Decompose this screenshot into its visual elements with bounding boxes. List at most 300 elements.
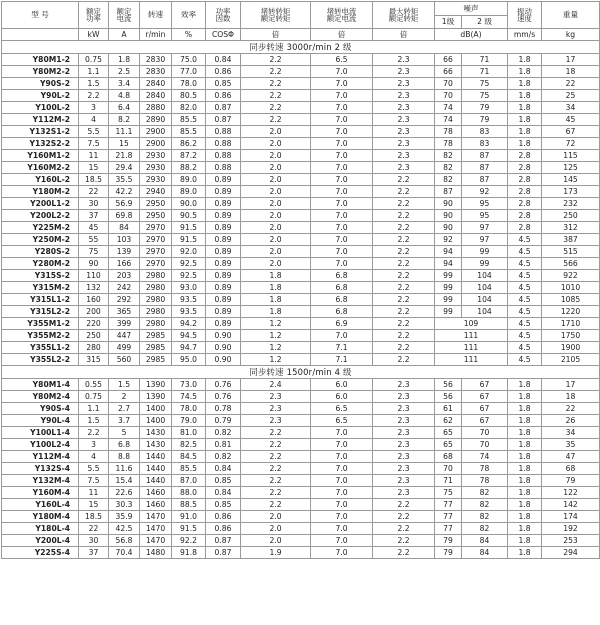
value-cell: 0.87 [206, 547, 241, 559]
value-cell: 2.0 [241, 210, 311, 222]
value-cell: 6.0 [311, 391, 373, 403]
value-cell: 99 [435, 294, 462, 306]
unit-model [2, 29, 79, 41]
value-cell: 70 [435, 78, 462, 90]
model-cell: Y250M-2 [2, 234, 79, 246]
table-row [2, 294, 600, 306]
unit-times-max: 倍 [373, 29, 435, 41]
value-cell: 34 [542, 102, 600, 114]
value-cell: 2985 [140, 330, 172, 342]
value-cell: 2970 [140, 258, 172, 270]
value-cell: 84 [462, 547, 508, 559]
value-cell: 2985 [140, 354, 172, 366]
value-cell: 2.0 [241, 198, 311, 210]
value-cell: 1.8 [508, 499, 542, 511]
value-cell: 2.2 [373, 198, 435, 210]
value-cell: 18.5 [79, 511, 109, 523]
value-cell: 2980 [140, 270, 172, 282]
value-cell: 5 [109, 427, 140, 439]
value-cell: 2840 [140, 78, 172, 90]
value-cell: 2.0 [241, 162, 311, 174]
value-cell: 2.0 [241, 258, 311, 270]
value-cell: 4.5 [508, 282, 542, 294]
value-cell: 75 [435, 487, 462, 499]
value-cell: 1.8 [508, 475, 542, 487]
table-row [2, 210, 600, 222]
value-cell: 7.0 [311, 439, 373, 451]
value-cell: 70.4 [109, 547, 140, 559]
value-cell: 70 [462, 427, 508, 439]
value-cell: 1.8 [508, 451, 542, 463]
value-cell: 0.85 [206, 475, 241, 487]
table-row [2, 451, 600, 463]
value-cell: 90 [79, 258, 109, 270]
value-cell: 2.2 [373, 318, 435, 330]
section-title: 同步转速 3000r/min 2 级 [2, 41, 600, 54]
model-cell: Y90S-2 [2, 78, 79, 90]
model-cell: Y90L-2 [2, 90, 79, 102]
table-row [2, 102, 600, 114]
value-cell: 294 [542, 547, 600, 559]
value-cell: 1.8 [508, 391, 542, 403]
value-cell: 2.2 [241, 451, 311, 463]
value-cell: 145 [542, 174, 600, 186]
value-cell: 0.90 [206, 342, 241, 354]
value-cell: 82 [462, 511, 508, 523]
value-cell: 2.2 [373, 499, 435, 511]
value-cell: 7.0 [311, 66, 373, 78]
value-cell: 0.90 [206, 354, 241, 366]
value-cell: 92.5 [172, 270, 206, 282]
value-cell: 0.75 [79, 391, 109, 403]
table-row [2, 499, 600, 511]
value-cell: 69.8 [109, 210, 140, 222]
value-cell: 111 [435, 354, 508, 366]
value-cell: 2.2 [373, 210, 435, 222]
value-cell: 22 [79, 186, 109, 198]
value-cell: 104 [462, 294, 508, 306]
value-cell: 2.3 [241, 403, 311, 415]
value-cell: 6.8 [109, 439, 140, 451]
value-cell: 7.0 [311, 499, 373, 511]
value-cell: 104 [462, 282, 508, 294]
value-cell: 1480 [140, 547, 172, 559]
value-cell: 45 [542, 114, 600, 126]
header-max-torque [373, 2, 435, 29]
value-cell: 1470 [140, 535, 172, 547]
value-cell: 67 [542, 126, 600, 138]
value-cell: 2.3 [373, 162, 435, 174]
model-cell: Y100L1-4 [2, 427, 79, 439]
value-cell: 79 [542, 475, 600, 487]
value-cell: 2.2 [373, 258, 435, 270]
value-cell: 7.0 [311, 451, 373, 463]
value-cell: 0.87 [206, 102, 241, 114]
value-cell: 1750 [542, 330, 600, 342]
value-cell: 2.2 [241, 102, 311, 114]
value-cell: 7.0 [311, 258, 373, 270]
value-cell: 2.3 [373, 427, 435, 439]
value-cell: 68 [542, 463, 600, 475]
table-row [2, 475, 600, 487]
value-cell: 90.0 [172, 198, 206, 210]
value-cell: 92 [435, 234, 462, 246]
value-cell: 0.78 [206, 403, 241, 415]
value-cell: 2.3 [241, 415, 311, 427]
value-cell: 1.8 [508, 523, 542, 535]
value-cell: 8.2 [109, 114, 140, 126]
model-cell: Y315L2-2 [2, 306, 79, 318]
value-cell: 65 [435, 439, 462, 451]
value-cell: 11 [79, 150, 109, 162]
value-cell: 0.86 [206, 523, 241, 535]
value-cell: 30.3 [109, 499, 140, 511]
value-cell: 1.8 [508, 547, 542, 559]
value-cell: 7.5 [79, 138, 109, 150]
value-cell: 2.2 [373, 186, 435, 198]
value-cell: 71 [462, 54, 508, 66]
value-cell: 84 [462, 535, 508, 547]
value-cell: 1.8 [508, 535, 542, 547]
value-cell: 115 [542, 150, 600, 162]
value-cell: 2.2 [373, 306, 435, 318]
value-cell: 0.89 [206, 282, 241, 294]
model-cell: Y280S-2 [2, 246, 79, 258]
value-cell: 88.2 [172, 162, 206, 174]
value-cell: 18.5 [79, 174, 109, 186]
value-cell: 399 [109, 318, 140, 330]
value-cell: 82 [462, 487, 508, 499]
value-cell: 7.0 [311, 475, 373, 487]
value-cell: 7.0 [311, 126, 373, 138]
value-cell: 7.0 [311, 463, 373, 475]
table-row [2, 246, 600, 258]
value-cell: 2980 [140, 306, 172, 318]
value-cell: 2.0 [241, 186, 311, 198]
value-cell: 18 [542, 66, 600, 78]
header-rated-power [79, 2, 109, 29]
value-cell: 6.8 [311, 306, 373, 318]
table-row [2, 198, 600, 210]
value-cell: 1.8 [508, 90, 542, 102]
value-cell: 2.2 [241, 463, 311, 475]
value-cell: 4.8 [109, 90, 140, 102]
value-cell: 82 [435, 150, 462, 162]
value-cell: 62 [435, 415, 462, 427]
value-cell: 0.89 [206, 174, 241, 186]
value-cell: 2.8 [508, 150, 542, 162]
value-cell: 1.8 [508, 114, 542, 126]
value-cell: 499 [109, 342, 140, 354]
value-cell: 111 [435, 330, 508, 342]
value-cell: 2.3 [373, 66, 435, 78]
value-cell: 2.3 [373, 54, 435, 66]
value-cell: 1470 [140, 523, 172, 535]
value-cell: 2.3 [373, 439, 435, 451]
value-cell: 90.5 [172, 210, 206, 222]
value-cell: 125 [542, 162, 600, 174]
value-cell: 83 [462, 138, 508, 150]
value-cell: 2.2 [241, 487, 311, 499]
value-cell: 122 [542, 487, 600, 499]
value-cell: 6.4 [109, 102, 140, 114]
value-cell: 1.8 [109, 54, 140, 66]
value-cell: 2930 [140, 150, 172, 162]
value-cell: 66 [435, 54, 462, 66]
value-cell: 7.0 [311, 234, 373, 246]
value-cell: 2.8 [508, 162, 542, 174]
value-cell: 2830 [140, 54, 172, 66]
model-cell: Y80M2-4 [2, 391, 79, 403]
value-cell: 70 [435, 90, 462, 102]
value-cell: 3.7 [109, 415, 140, 427]
value-cell: 2.2 [373, 523, 435, 535]
value-cell: 7.0 [311, 174, 373, 186]
value-cell: 5.5 [79, 463, 109, 475]
value-cell: 79 [462, 102, 508, 114]
value-cell: 103 [109, 234, 140, 246]
value-cell: 1.5 [109, 379, 140, 391]
value-cell: 0.76 [206, 379, 241, 391]
table-row [2, 403, 600, 415]
value-cell: 1.8 [508, 427, 542, 439]
value-cell: 7.0 [311, 78, 373, 90]
value-cell: 45 [79, 222, 109, 234]
value-cell: 1.8 [241, 294, 311, 306]
section-header [2, 41, 600, 54]
value-cell: 94 [435, 258, 462, 270]
value-cell: 312 [542, 222, 600, 234]
value-cell: 95 [462, 210, 508, 222]
value-cell: 1.8 [241, 306, 311, 318]
value-cell: 250 [79, 330, 109, 342]
model-cell: Y280M-2 [2, 258, 79, 270]
value-cell: 2.2 [373, 354, 435, 366]
value-cell: 66 [435, 66, 462, 78]
value-cell: 78.0 [172, 403, 206, 415]
value-cell: 73.0 [172, 379, 206, 391]
value-cell: 0.86 [206, 511, 241, 523]
value-cell: 0.84 [206, 487, 241, 499]
model-cell: Y315M-2 [2, 282, 79, 294]
value-cell: 6.9 [311, 318, 373, 330]
value-cell: 7.0 [311, 90, 373, 102]
value-cell: 70 [462, 439, 508, 451]
section-header [2, 366, 600, 379]
unit-cos: COSΦ [206, 29, 241, 41]
value-cell: 1.8 [508, 403, 542, 415]
value-cell: 2.0 [241, 523, 311, 535]
value-cell: 91.5 [172, 222, 206, 234]
value-cell: 110 [79, 270, 109, 282]
value-cell: 91.8 [172, 547, 206, 559]
value-cell: 35.5 [109, 174, 140, 186]
value-cell: 79 [435, 547, 462, 559]
value-cell: 2.0 [241, 150, 311, 162]
value-cell: 0.79 [206, 415, 241, 427]
table-row [2, 138, 600, 150]
value-cell: 1460 [140, 487, 172, 499]
value-cell: 2.2 [241, 439, 311, 451]
value-cell: 67 [462, 403, 508, 415]
value-cell: 67 [462, 391, 508, 403]
model-cell: Y355L2-2 [2, 354, 79, 366]
value-cell: 2.3 [373, 78, 435, 90]
value-cell: 95.0 [172, 354, 206, 366]
value-cell: 2.3 [373, 391, 435, 403]
header-rated-current-text: 额定 电流 [116, 6, 132, 23]
value-cell: 75 [462, 90, 508, 102]
value-cell: 92.0 [172, 246, 206, 258]
value-cell: 2.2 [373, 330, 435, 342]
table-row [2, 379, 600, 391]
unit-mms: mm/s [508, 29, 542, 41]
value-cell: 34 [542, 427, 600, 439]
value-cell: 87 [435, 186, 462, 198]
value-cell: 1400 [140, 403, 172, 415]
value-cell: 35 [542, 439, 600, 451]
table-row [2, 234, 600, 246]
value-cell: 109 [435, 318, 508, 330]
value-cell: 91.5 [172, 523, 206, 535]
value-cell: 2.3 [373, 102, 435, 114]
value-cell: 2880 [140, 102, 172, 114]
value-cell: 280 [79, 342, 109, 354]
table-row [2, 126, 600, 138]
value-cell: 17 [542, 54, 600, 66]
value-cell: 83 [462, 126, 508, 138]
table-row [2, 318, 600, 330]
value-cell: 71 [462, 66, 508, 78]
value-cell: 22 [79, 523, 109, 535]
table-row [2, 547, 600, 559]
header-locked-torque [241, 2, 311, 29]
value-cell: 2.3 [373, 138, 435, 150]
value-cell: 220 [79, 318, 109, 330]
value-cell: 1470 [140, 511, 172, 523]
value-cell: 82 [435, 162, 462, 174]
value-cell: 0.89 [206, 306, 241, 318]
value-cell: 72 [542, 138, 600, 150]
table-row [2, 330, 600, 342]
value-cell: 0.84 [206, 463, 241, 475]
value-cell: 4 [79, 114, 109, 126]
value-cell: 90 [435, 222, 462, 234]
value-cell: 566 [542, 258, 600, 270]
value-cell: 89.0 [172, 186, 206, 198]
value-cell: 2.2 [373, 174, 435, 186]
value-cell: 0.90 [206, 330, 241, 342]
value-cell: 2.4 [241, 379, 311, 391]
value-cell: 80.5 [172, 90, 206, 102]
header-locked-current [311, 2, 373, 29]
value-cell: 22.6 [109, 487, 140, 499]
header-max-torque-text: 最大转矩 额定转矩 [388, 6, 419, 23]
header-locked-torque-text: 堵转转矩 额定转矩 [260, 6, 291, 23]
value-cell: 0.55 [79, 379, 109, 391]
value-cell: 2.0 [241, 246, 311, 258]
value-cell: 94.2 [172, 318, 206, 330]
value-cell: 15.4 [109, 475, 140, 487]
value-cell: 87 [462, 162, 508, 174]
value-cell: 78 [435, 126, 462, 138]
header-noise-grade-2: 2 级 [462, 16, 508, 29]
value-cell: 2970 [140, 234, 172, 246]
value-cell: 4.5 [508, 318, 542, 330]
value-cell: 1440 [140, 463, 172, 475]
value-cell: 7.1 [311, 342, 373, 354]
value-cell: 0.76 [206, 391, 241, 403]
value-cell: 85.5 [172, 463, 206, 475]
model-cell: Y180L-4 [2, 523, 79, 535]
model-cell: Y112M-2 [2, 114, 79, 126]
value-cell: 7.0 [311, 547, 373, 559]
value-cell: 87 [462, 174, 508, 186]
value-cell: 7.5 [79, 475, 109, 487]
value-cell: 0.88 [206, 126, 241, 138]
value-cell: 4.5 [508, 270, 542, 282]
value-cell: 87.0 [172, 475, 206, 487]
value-cell: 82.5 [172, 439, 206, 451]
value-cell: 71 [435, 475, 462, 487]
value-cell: 1.8 [508, 511, 542, 523]
value-cell: 77.0 [172, 66, 206, 78]
value-cell: 8.8 [109, 451, 140, 463]
header-model: 型 号 [2, 2, 79, 29]
value-cell: 2980 [140, 282, 172, 294]
model-cell: Y315L1-2 [2, 294, 79, 306]
value-cell: 7.0 [311, 511, 373, 523]
unit-rpm: r/min [140, 29, 172, 41]
table-row [2, 270, 600, 282]
header-vibration-text: 振动 速度 [517, 6, 532, 23]
value-cell: 56.8 [109, 535, 140, 547]
value-cell: 2.2 [241, 90, 311, 102]
value-cell: 0.89 [206, 294, 241, 306]
value-cell: 2105 [542, 354, 600, 366]
value-cell: 35.9 [109, 511, 140, 523]
value-cell: 91.5 [172, 234, 206, 246]
model-cell: Y132S2-2 [2, 138, 79, 150]
value-cell: 30 [79, 198, 109, 210]
model-cell: Y160L-4 [2, 499, 79, 511]
value-cell: 200 [79, 306, 109, 318]
value-cell: 292 [109, 294, 140, 306]
model-cell: Y160M-4 [2, 487, 79, 499]
value-cell: 42.2 [109, 186, 140, 198]
value-cell: 0.89 [206, 318, 241, 330]
value-cell: 4.5 [508, 342, 542, 354]
value-cell: 2.2 [373, 342, 435, 354]
value-cell: 11.6 [109, 463, 140, 475]
value-cell: 166 [109, 258, 140, 270]
value-cell: 7.0 [311, 523, 373, 535]
value-cell: 0.87 [206, 114, 241, 126]
value-cell: 74.5 [172, 391, 206, 403]
value-cell: 1900 [542, 342, 600, 354]
table-row [2, 523, 600, 535]
value-cell: 1.8 [508, 66, 542, 78]
table-row [2, 66, 600, 78]
value-cell: 2.2 [241, 114, 311, 126]
table-row [2, 114, 600, 126]
value-cell: 0.89 [206, 210, 241, 222]
value-cell: 89.0 [172, 174, 206, 186]
value-cell: 7.0 [311, 222, 373, 234]
value-cell: 79 [435, 535, 462, 547]
value-cell: 1.8 [241, 282, 311, 294]
value-cell: 2930 [140, 162, 172, 174]
